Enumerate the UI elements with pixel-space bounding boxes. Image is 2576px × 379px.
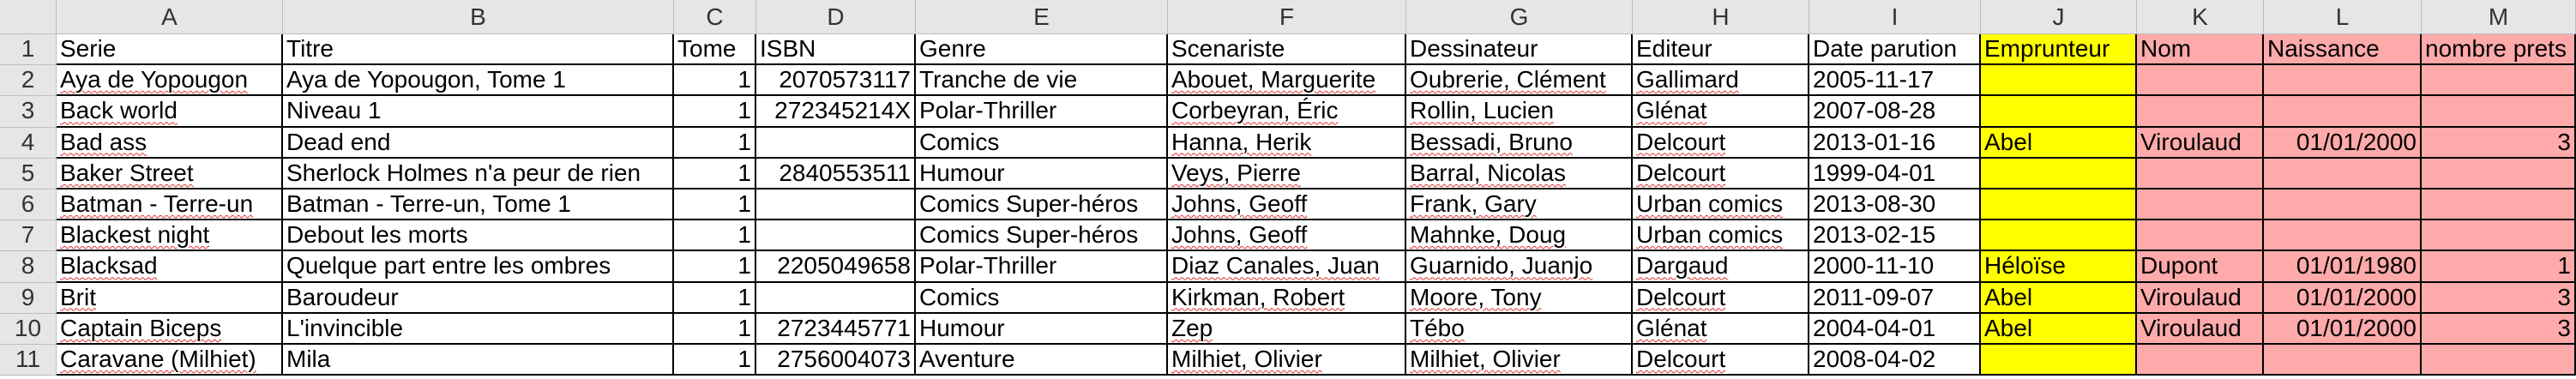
cell-k7[interactable] [2137,220,2264,251]
header-cell-k[interactable]: Nom [2137,34,2264,65]
cell-g7[interactable]: Mahnke, Doug [1406,220,1633,251]
cell-m7[interactable] [2422,220,2576,251]
cell-g10[interactable]: Tébo [1406,314,1633,345]
row-header-9[interactable]: 9 [0,283,57,314]
cell-k2[interactable] [2137,65,2264,96]
cell-l2[interactable] [2264,65,2422,96]
header-cell-l[interactable]: Naissance [2264,34,2422,65]
cell-d5[interactable]: 2840553511 [756,159,916,190]
row-header-8[interactable]: 8 [0,251,57,282]
cell-l5[interactable] [2264,159,2422,190]
cell-g8[interactable]: Guarnido, Juanjo [1406,251,1633,282]
cell-j2[interactable] [1981,65,2137,96]
cell-h11[interactable]: Delcourt [1633,345,1809,376]
column-header-j[interactable]: J [1981,0,2137,34]
cell-a3[interactable]: Back world [57,96,283,127]
cell-c9[interactable]: 1 [674,283,756,314]
cell-f4[interactable]: Hanna, Herik [1168,128,1406,159]
cell-i7[interactable]: 2013-02-15 [1809,220,1981,251]
cell-i5[interactable]: 1999-04-01 [1809,159,1981,190]
cell-l4[interactable]: 01/01/2000 [2264,128,2422,159]
row-header-4[interactable]: 4 [0,128,57,159]
column-header-f[interactable]: F [1168,0,1406,34]
cell-k3[interactable] [2137,96,2264,127]
cell-m5[interactable] [2422,159,2576,190]
cell-i2[interactable]: 2005-11-17 [1809,65,1981,96]
cell-c11[interactable]: 1 [674,345,756,376]
cell-d2[interactable]: 2070573117 [756,65,916,96]
header-cell-e[interactable]: Genre [916,34,1168,65]
header-cell-i[interactable]: Date parution [1809,34,1981,65]
cell-g3[interactable]: Rollin, Lucien [1406,96,1633,127]
column-header-b[interactable]: B [283,0,674,34]
cell-a11[interactable]: Caravane (Milhiet) [57,345,283,376]
cell-f2[interactable]: Abouet, Marguerite [1168,65,1406,96]
header-cell-c[interactable]: Tome [674,34,756,65]
column-header-m[interactable]: M [2422,0,2576,34]
cell-a9[interactable]: Brit [57,283,283,314]
cell-k10[interactable]: Viroulaud [2137,314,2264,345]
cell-i10[interactable]: 2004-04-01 [1809,314,1981,345]
cell-g4[interactable]: Bessadi, Bruno [1406,128,1633,159]
column-header-k[interactable]: K [2137,0,2264,34]
cell-f11[interactable]: Milhiet, Olivier [1168,345,1406,376]
cell-e11[interactable]: Aventure [916,345,1168,376]
cell-e10[interactable]: Humour [916,314,1168,345]
cell-c10[interactable]: 1 [674,314,756,345]
cell-h4[interactable]: Delcourt [1633,128,1809,159]
cell-f7[interactable]: Johns, Geoff [1168,220,1406,251]
cell-j3[interactable] [1981,96,2137,127]
cell-f3[interactable]: Corbeyran, Éric [1168,96,1406,127]
header-cell-h[interactable]: Editeur [1633,34,1809,65]
cell-j8[interactable]: Héloïse [1981,251,2137,282]
cell-b8[interactable]: Quelque part entre les ombres [283,251,674,282]
cell-j7[interactable] [1981,220,2137,251]
cell-j5[interactable] [1981,159,2137,190]
column-header-d[interactable]: D [756,0,916,34]
row-header-7[interactable]: 7 [0,220,57,251]
cell-e7[interactable]: Comics Super-héros [916,220,1168,251]
cell-m10[interactable]: 3 [2422,314,2576,345]
cell-b5[interactable]: Sherlock Holmes n'a peur de rien [283,159,674,190]
cell-c3[interactable]: 1 [674,96,756,127]
cell-d11[interactable]: 2756004073 [756,345,916,376]
cell-l7[interactable] [2264,220,2422,251]
cell-f10[interactable]: Zep [1168,314,1406,345]
cell-h9[interactable]: Delcourt [1633,283,1809,314]
cell-d10[interactable]: 2723445771 [756,314,916,345]
cell-h3[interactable]: Glénat [1633,96,1809,127]
cell-e2[interactable]: Tranche de vie [916,65,1168,96]
cell-j6[interactable] [1981,190,2137,220]
cell-l11[interactable] [2264,345,2422,376]
cell-h7[interactable]: Urban comics [1633,220,1809,251]
cell-e6[interactable]: Comics Super-héros [916,190,1168,220]
column-header-a[interactable]: A [57,0,283,34]
cell-a7[interactable]: Blackest night [57,220,283,251]
cell-l9[interactable]: 01/01/2000 [2264,283,2422,314]
cell-f9[interactable]: Kirkman, Robert [1168,283,1406,314]
row-header-1[interactable]: 1 [0,34,57,65]
header-cell-j[interactable]: Emprunteur [1981,34,2137,65]
cell-g2[interactable]: Oubrerie, Clément [1406,65,1633,96]
cell-b10[interactable]: L'invincible [283,314,674,345]
cell-h6[interactable]: Urban comics [1633,190,1809,220]
column-header-l[interactable]: L [2264,0,2422,34]
row-header-3[interactable]: 3 [0,96,57,127]
cell-m4[interactable]: 3 [2422,128,2576,159]
cell-g5[interactable]: Barral, Nicolas [1406,159,1633,190]
column-header-i[interactable]: I [1809,0,1981,34]
cell-a4[interactable]: Bad ass [57,128,283,159]
cell-a6[interactable]: Batman - Terre-un [57,190,283,220]
cell-m9[interactable]: 3 [2422,283,2576,314]
column-header-e[interactable]: E [916,0,1168,34]
cell-b9[interactable]: Baroudeur [283,283,674,314]
cell-k5[interactable] [2137,159,2264,190]
cell-i4[interactable]: 2013-01-16 [1809,128,1981,159]
cell-k11[interactable] [2137,345,2264,376]
cell-a2[interactable]: Aya de Yopougon [57,65,283,96]
cell-k4[interactable]: Viroulaud [2137,128,2264,159]
cell-c8[interactable]: 1 [674,251,756,282]
header-cell-f[interactable]: Scenariste [1168,34,1406,65]
select-all-corner[interactable] [0,0,57,34]
cell-c5[interactable]: 1 [674,159,756,190]
cell-d9[interactable] [756,283,916,314]
row-header-6[interactable]: 6 [0,190,57,220]
cell-d8[interactable]: 2205049658 [756,251,916,282]
cell-e9[interactable]: Comics [916,283,1168,314]
cell-i11[interactable]: 2008-04-02 [1809,345,1981,376]
cell-l3[interactable] [2264,96,2422,127]
cell-a5[interactable]: Baker Street [57,159,283,190]
cell-h5[interactable]: Delcourt [1633,159,1809,190]
cell-i6[interactable]: 2013-08-30 [1809,190,1981,220]
cell-h2[interactable]: Gallimard [1633,65,1809,96]
cell-e5[interactable]: Humour [916,159,1168,190]
cell-e3[interactable]: Polar-Thriller [916,96,1168,127]
header-cell-m[interactable]: nombre prets [2422,34,2576,65]
row-header-5[interactable]: 5 [0,159,57,190]
cell-c6[interactable]: 1 [674,190,756,220]
cell-f6[interactable]: Johns, Geoff [1168,190,1406,220]
cell-l10[interactable]: 01/01/2000 [2264,314,2422,345]
cell-m8[interactable]: 1 [2422,251,2576,282]
cell-l6[interactable] [2264,190,2422,220]
cell-j11[interactable] [1981,345,2137,376]
cell-i3[interactable]: 2007-08-28 [1809,96,1981,127]
column-header-c[interactable]: C [674,0,756,34]
cell-m3[interactable] [2422,96,2576,127]
cell-b6[interactable]: Batman - Terre-un, Tome 1 [283,190,674,220]
cell-d6[interactable] [756,190,916,220]
cell-a10[interactable]: Captain Biceps [57,314,283,345]
cell-g6[interactable]: Frank, Gary [1406,190,1633,220]
header-cell-g[interactable]: Dessinateur [1406,34,1633,65]
header-cell-d[interactable]: ISBN [756,34,916,65]
header-cell-a[interactable]: Serie [57,34,283,65]
cell-c4[interactable]: 1 [674,128,756,159]
cell-k9[interactable]: Viroulaud [2137,283,2264,314]
cell-c7[interactable]: 1 [674,220,756,251]
cell-b3[interactable]: Niveau 1 [283,96,674,127]
cell-d4[interactable] [756,128,916,159]
cell-i9[interactable]: 2011-09-07 [1809,283,1981,314]
cell-f5[interactable]: Veys, Pierre [1168,159,1406,190]
row-header-10[interactable]: 10 [0,314,57,345]
cell-a8[interactable]: Blacksad [57,251,283,282]
column-header-g[interactable]: G [1406,0,1633,34]
cell-b2[interactable]: Aya de Yopougon, Tome 1 [283,65,674,96]
cell-f8[interactable]: Diaz Canales, Juan [1168,251,1406,282]
row-header-2[interactable]: 2 [0,65,57,96]
row-header-11[interactable]: 11 [0,345,57,376]
cell-b4[interactable]: Dead end [283,128,674,159]
cell-k8[interactable]: Dupont [2137,251,2264,282]
cell-i8[interactable]: 2000-11-10 [1809,251,1981,282]
cell-b7[interactable]: Debout les morts [283,220,674,251]
cell-h8[interactable]: Dargaud [1633,251,1809,282]
cell-j10[interactable]: Abel [1981,314,2137,345]
column-header-h[interactable]: H [1633,0,1809,34]
cell-e4[interactable]: Comics [916,128,1168,159]
cell-c2[interactable]: 1 [674,65,756,96]
cell-j9[interactable]: Abel [1981,283,2137,314]
cell-h10[interactable]: Glénat [1633,314,1809,345]
cell-j4[interactable]: Abel [1981,128,2137,159]
cell-d3[interactable]: 272345214X [756,96,916,127]
cell-b11[interactable]: Mila [283,345,674,376]
cell-m2[interactable] [2422,65,2576,96]
cell-m6[interactable] [2422,190,2576,220]
cell-g11[interactable]: Milhiet, Olivier [1406,345,1633,376]
cell-l8[interactable]: 01/01/1980 [2264,251,2422,282]
cell-g9[interactable]: Moore, Tony [1406,283,1633,314]
header-cell-b[interactable]: Titre [283,34,674,65]
cell-e8[interactable]: Polar-Thriller [916,251,1168,282]
cell-m11[interactable] [2422,345,2576,376]
cell-k6[interactable] [2137,190,2264,220]
cell-d7[interactable] [756,220,916,251]
